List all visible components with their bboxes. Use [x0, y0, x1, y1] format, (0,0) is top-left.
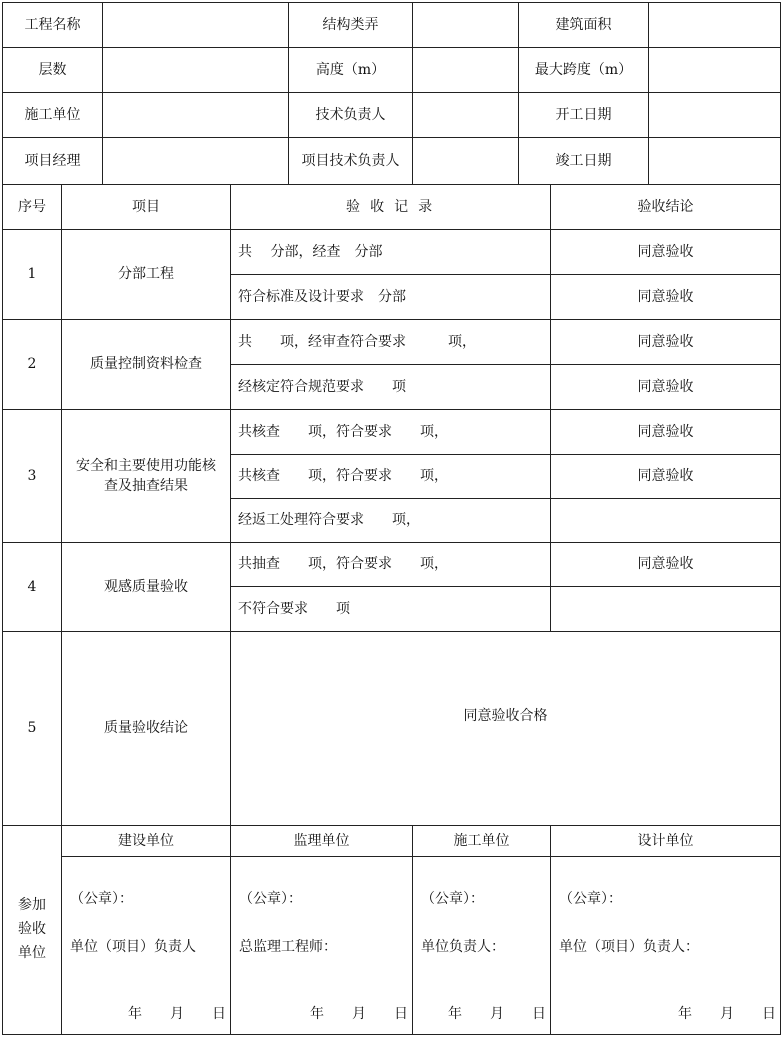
- form-table: [2, 2, 781, 1035]
- unit-name: 建设单位: [62, 826, 231, 857]
- responsible-label: 单位（项目）负责人: [70, 939, 196, 955]
- row-item: 分部工程: [62, 230, 231, 320]
- table-row: [3, 230, 781, 275]
- conclusion-text: 同意验收: [551, 365, 781, 410]
- building-area-value[interactable]: [649, 3, 781, 48]
- date-line: 年 月 日: [448, 1005, 546, 1022]
- column-header-row: [3, 185, 781, 230]
- row-item: 质量验收结论: [62, 632, 231, 826]
- structure-type-value[interactable]: [413, 3, 519, 48]
- header-row-4: [3, 138, 781, 185]
- header-row-3: [3, 93, 781, 138]
- record-text: 共抽查 项，符合要求 项，: [231, 543, 551, 587]
- row-number: 3: [3, 410, 62, 543]
- conclusion-text: 同意验收: [551, 275, 781, 320]
- conclusion-text: 同意验收: [551, 230, 781, 275]
- technical-lead-label: 技术负责人: [289, 93, 413, 138]
- row-item: 质量控制资料检查: [62, 320, 231, 410]
- seal-label: （公章）：: [70, 891, 133, 907]
- record-text: 共核查 项，符合要求 项，: [231, 410, 551, 455]
- responsible-label: 总监理工程师：: [239, 939, 337, 955]
- date-line: 年 月 日: [128, 1005, 226, 1022]
- project-manager-value[interactable]: [103, 138, 289, 185]
- participants-sign-row: [3, 857, 781, 1035]
- conclusion-text: [551, 499, 781, 543]
- project-name-value[interactable]: [103, 3, 289, 48]
- record-text: 经核定符合规范要求 项: [231, 365, 551, 410]
- participants-header-row: [3, 826, 781, 857]
- conclusion-text: 同意验收: [551, 543, 781, 587]
- header-row-1: [3, 3, 781, 48]
- record-text: 符合标准及设计要求 分部: [231, 275, 551, 320]
- height-label: 高度（m）: [289, 48, 413, 93]
- record-text: 共 分部，经查 分部: [231, 230, 551, 275]
- start-date-label: 开工日期: [519, 93, 649, 138]
- start-date-value[interactable]: [649, 93, 781, 138]
- table-row: [3, 543, 781, 587]
- record-text: 共核查 项，符合要求 项，: [231, 455, 551, 499]
- header-row-2: [3, 48, 781, 93]
- project-manager-label: 项目经理: [3, 138, 103, 185]
- project-name-label: 工程名称: [3, 3, 103, 48]
- table-row: [3, 632, 781, 826]
- signature-block-contractor[interactable]: [413, 857, 551, 1035]
- contractor-value[interactable]: [103, 93, 289, 138]
- participants-label: 参加验收单位: [3, 826, 62, 1035]
- row-number: 1: [3, 230, 62, 320]
- record-text: 共 项，经审查符合要求 项，: [231, 320, 551, 365]
- row-number: 2: [3, 320, 62, 410]
- date-line: 年 月 日: [310, 1005, 408, 1022]
- row-item: 安全和主要使用功能核查及抽查结果: [62, 410, 231, 543]
- date-line: 年 月 日: [678, 1005, 776, 1022]
- signature-block-owner[interactable]: [62, 857, 231, 1035]
- conclusion-text: 同意验收: [551, 455, 781, 499]
- acceptance-form: [2, 2, 780, 1035]
- unit-name: 施工单位: [413, 826, 551, 857]
- completion-date-label: 竣工日期: [519, 138, 649, 185]
- seal-label: （公章）：: [421, 891, 484, 907]
- table-row: [3, 320, 781, 365]
- col-item-header: 项目: [62, 185, 231, 230]
- row-number: 4: [3, 543, 62, 632]
- unit-name: 设计单位: [551, 826, 781, 857]
- row-item: 观感质量验收: [62, 543, 231, 632]
- responsible-label: 单位负责人：: [421, 939, 505, 955]
- project-technical-lead-value[interactable]: [413, 138, 519, 185]
- signature-block-supervisor[interactable]: [231, 857, 413, 1035]
- record-text: 不符合要求 项: [231, 587, 551, 632]
- height-value[interactable]: [413, 48, 519, 93]
- conclusion-text: 同意验收: [551, 410, 781, 455]
- seal-label: （公章）：: [559, 891, 622, 907]
- project-technical-lead-label: 项目技术负责人: [289, 138, 413, 185]
- unit-name: 监理单位: [231, 826, 413, 857]
- final-conclusion: 同意验收合格: [231, 632, 781, 826]
- row-number: 5: [3, 632, 62, 826]
- contractor-label: 施工单位: [3, 93, 103, 138]
- record-text: 经返工处理符合要求 项，: [231, 499, 551, 543]
- max-span-label: 最大跨度（m）: [519, 48, 649, 93]
- col-no-header: 序号: [3, 185, 62, 230]
- responsible-label: 单位（项目）负责人：: [559, 939, 699, 955]
- max-span-value[interactable]: [649, 48, 781, 93]
- col-record-header: 验 收 记 录: [231, 185, 551, 230]
- conclusion-text: [551, 587, 781, 632]
- technical-lead-value[interactable]: [413, 93, 519, 138]
- signature-block-designer[interactable]: [551, 857, 781, 1035]
- building-area-label: 建筑面积: [519, 3, 649, 48]
- structure-type-label: 结构类弄: [289, 3, 413, 48]
- floors-value[interactable]: [103, 48, 289, 93]
- completion-date-value[interactable]: [649, 138, 781, 185]
- seal-label: （公章）：: [239, 891, 302, 907]
- table-row: [3, 410, 781, 455]
- conclusion-text: 同意验收: [551, 320, 781, 365]
- col-conclusion-header: 验收结论: [551, 185, 781, 230]
- floors-label: 层数: [3, 48, 103, 93]
